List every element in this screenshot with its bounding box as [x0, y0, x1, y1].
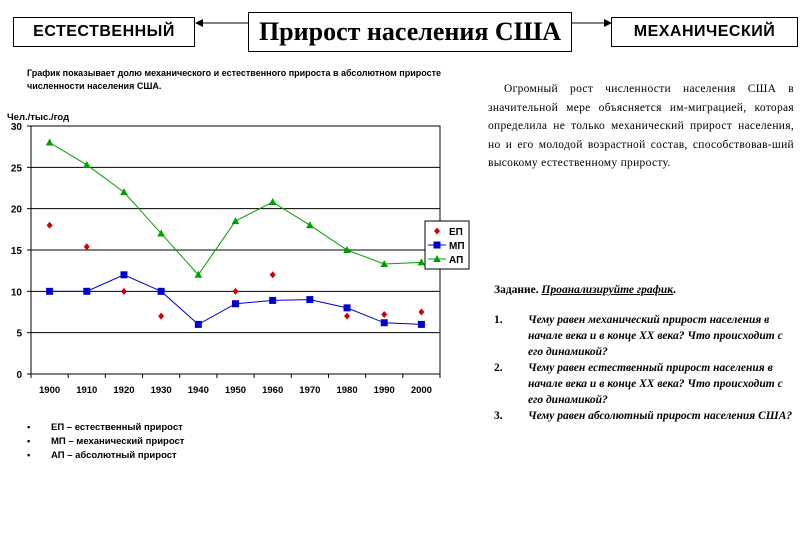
task-block: [494, 282, 794, 424]
left-arrow-icon: [195, 17, 249, 29]
data-point: [269, 297, 276, 304]
x-tick-label: 1970: [299, 385, 321, 396]
abbreviation-item: • АП – абсолютный прирост: [27, 449, 184, 463]
y-tick-label: 5: [16, 328, 22, 340]
x-tick-label: 1910: [76, 385, 98, 396]
x-tick-label: 1950: [224, 385, 247, 396]
data-point: [158, 288, 165, 295]
population-growth-chart: [0, 108, 470, 408]
data-point: [46, 288, 53, 295]
x-tick-label: 2000: [410, 385, 432, 396]
data-point: [120, 271, 127, 278]
x-tick-label: 1990: [373, 385, 395, 396]
y-axis-label: Чел./тыс./год: [7, 112, 70, 123]
task-prefix: Задание.: [494, 284, 539, 296]
y-tick-label: 20: [10, 204, 22, 216]
legend-label: ЕП: [449, 227, 463, 238]
legend-marker: [434, 242, 441, 249]
right-arrow-icon: [572, 17, 612, 29]
task-question: [494, 408, 794, 424]
abbreviation-item: • ЕП – естественный прирост: [27, 421, 184, 435]
question-number: 1.: [494, 314, 503, 326]
question-number: 3.: [494, 410, 503, 422]
legend-label: МП: [449, 241, 465, 252]
data-point: [306, 296, 313, 303]
abbreviation-list: [27, 421, 184, 463]
x-tick-label: 1940: [187, 385, 209, 396]
chart-description: График показывает долю механического и естественного прироста в абсолютном приросте численности населения США.: [27, 68, 442, 91]
x-tick-label: 1930: [150, 385, 172, 396]
task-title: Проанализируйте график: [541, 284, 674, 296]
x-tick-label: 1960: [262, 385, 284, 396]
data-point: [381, 319, 388, 326]
task-period: .: [673, 284, 676, 296]
natural-label: ЕСТЕСТВЕННЫЙ: [13, 17, 195, 47]
y-tick-label: 0: [16, 370, 22, 381]
abbreviation-item: • МП – механический прирост: [27, 435, 184, 449]
mechanical-label: МЕХАНИЧЕСКИЙ: [611, 17, 798, 47]
page-title: Прирост населения США: [248, 12, 572, 52]
question-text: Чему равен естественный прирост населения в начале века и в конце XX века? Что происходит с его динамикой?: [528, 362, 783, 406]
y-tick-label: 25: [10, 163, 22, 175]
x-tick-label: 1900: [39, 385, 61, 396]
x-tick-label: 1920: [113, 385, 135, 396]
task-questions: [494, 312, 794, 424]
task-heading: [494, 282, 794, 298]
y-tick-label: 30: [10, 122, 22, 133]
y-tick-label: 10: [10, 287, 22, 299]
question-text: Чему равен механический прирост населения в начале века и в конце XX века? Что происходит с его динамикой?: [528, 314, 783, 358]
y-tick-label: 15: [10, 246, 22, 257]
legend-label: АП: [449, 255, 464, 266]
question-number: 2.: [494, 362, 503, 374]
data-point: [232, 300, 239, 307]
task-question: [494, 312, 794, 360]
x-tick-label: 1980: [336, 385, 358, 396]
question-text: Чему равен абсолютный прирост населения США?: [528, 410, 793, 422]
data-point: [83, 288, 90, 295]
data-point: [195, 321, 202, 328]
task-question: [494, 360, 794, 408]
side-explanation: Огромный рост численности населения США в значительной мере объясняется им-миграцией, которая определила не только механический прирост населения, но и его молодой возрастной состав, способствовав-ший высокому естественному приросту.: [488, 83, 794, 169]
data-point: [344, 304, 351, 311]
data-point: [418, 321, 425, 328]
